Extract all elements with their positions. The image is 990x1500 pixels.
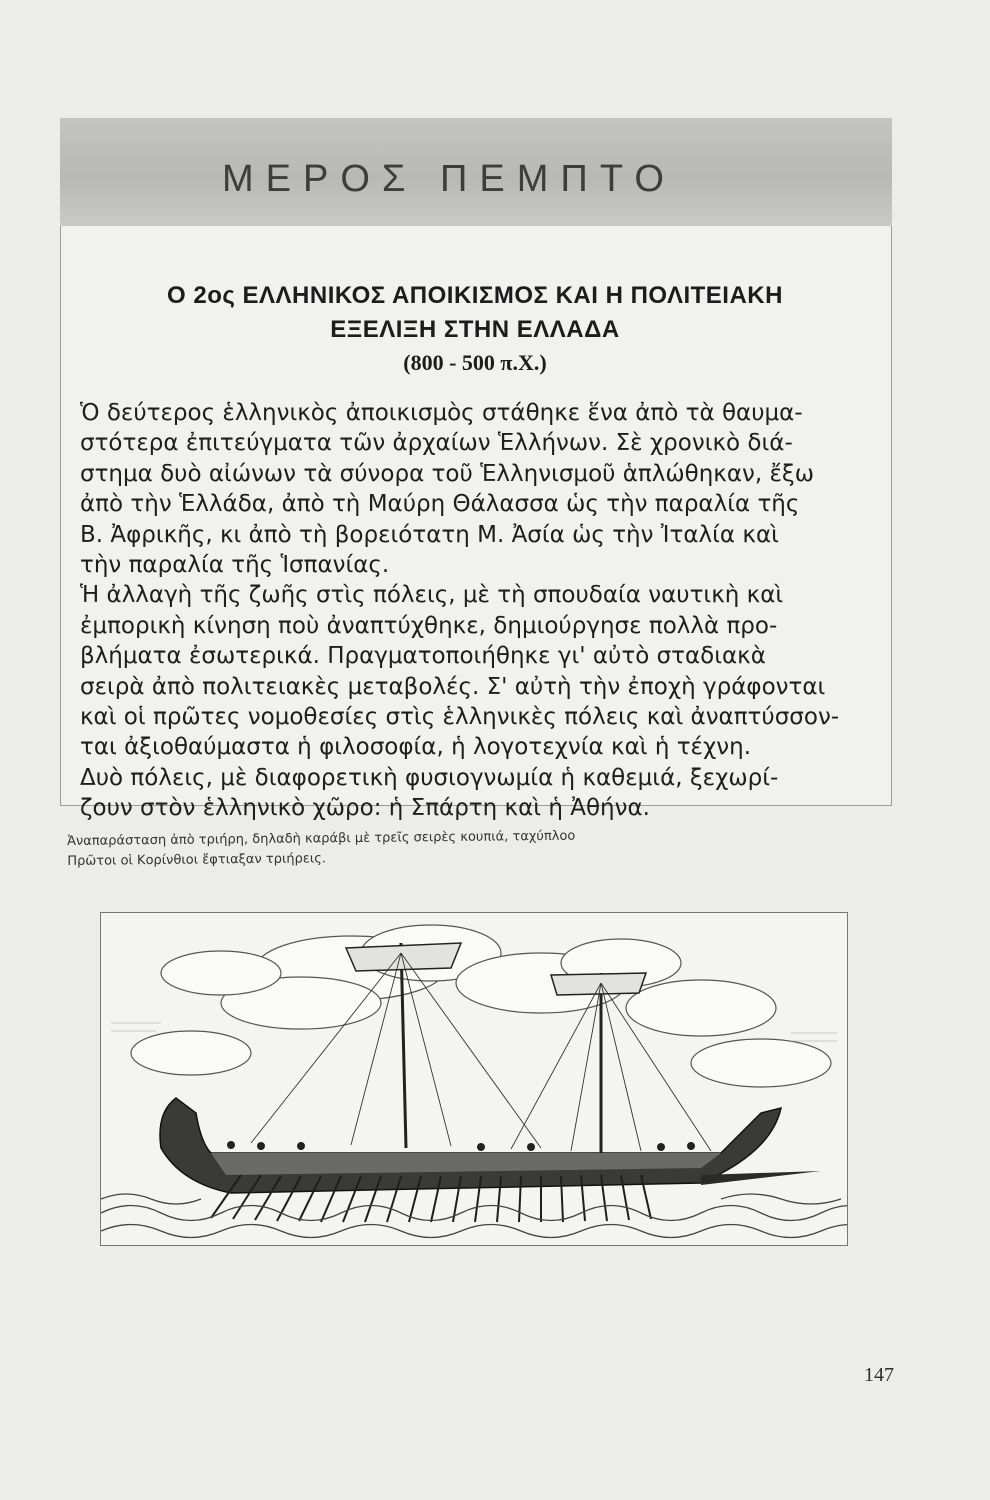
body-text (80, 398, 880, 824)
figure-caption (67, 824, 867, 872)
chapter-period: (800 - 500 π.Χ.) (403, 350, 547, 375)
body-line: βλήματα ἐσωτερικά. Πραγματοποιήθηκε γι' αὐτὸ σταδιακὰ (80, 643, 766, 670)
body-line: ζουν στὸν ἑλληνικὸ χῶρο: ἡ Σπάρτη καὶ ἡ Ἀθήνα. (80, 795, 650, 822)
caption-line: Πρῶτοι οἱ Κορίνθιοι ἔφτιαξαν τριήρεις. (67, 851, 327, 869)
body-line: Β. Ἀφρικῆς, κι ἀπὸ τὴ βορειότατη Μ. Ἀσία ὡς τὴν Ἰταλία καὶ (80, 521, 779, 548)
body-line: στημα δυὸ αἰώνων τὰ σύνορα τοῦ Ἑλληνισμοῦ ἁπλώθηκαν, ἔξω (80, 460, 814, 487)
body-line: ἐμπορικὴ κίνηση ποὺ ἀναπτύχθηκε, δημιούργησε πολλὰ προ- (80, 612, 778, 639)
chapter-title-line-2: ΕΞΕΛΙΞΗ ΣΤΗΝ ΕΛΛΑΔΑ (330, 316, 620, 343)
page-number: 147 (864, 1364, 894, 1386)
trireme-illustration (100, 912, 848, 1246)
body-line: σειρὰ ἀπὸ πολιτειακὲς μεταβολές. Σ' αὐτὴ τὴν ἐποχὴ γράφονται (80, 673, 826, 700)
body-line: ἀπὸ τὴν Ἑλλάδα, ἀπὸ τὴ Μαύρη Θάλασσα ὡς τὴν παραλία τῆς (80, 491, 800, 518)
crew (227, 1141, 695, 1151)
body-line: στότερα ἐπιτεύγματα τῶν ἀρχαίων Ἑλλήνων. Σὲ χρονικὸ διά- (80, 430, 793, 457)
body-line: Ἡ ἀλλαγὴ τῆς ζωῆς στὶς πόλεις, μὲ τὴ σπουδαία ναυτικὴ καὶ (80, 582, 784, 609)
body-line: ται ἀξιοθαύμαστα ἡ φιλοσοφία, ἡ λογοτεχνία καὶ ἡ τέχνη. (80, 734, 752, 761)
body-line: Δυὸ πόλεις, μὲ διαφορετικὴ φυσιογνωμία ἡ καθεμιά, ξεχωρί- (80, 764, 779, 791)
chapter-title-line-1: Ο 2ος ΕΛΛΗΝΙΚΟΣ ΑΠΟΙΚΙΣΜΟΣ ΚΑΙ Η ΠΟΛΙΤΕΙΑΚΗ (167, 282, 783, 309)
body-line: Ὁ δεύτερος ἑλληνικὸς ἀποικισμὸς στάθηκε ἕνα ἀπὸ τὰ θαυμα- (80, 400, 803, 426)
body-line: τὴν παραλία τῆς Ἱσπανίας. (80, 552, 390, 579)
part-title: ΜΕΡΟΣ ΠΕΜΠΤΟ (222, 158, 676, 200)
body-line: καὶ οἱ πρῶτες νομοθεσίες στὶς ἑλληνικὲς πόλεις καὶ ἀναπτύσσον- (80, 704, 840, 731)
trireme-drawing (101, 913, 847, 1245)
caption-line: Ἀναπαράσταση ἀπὸ τριήρη, δηλαδὴ καράβι μὲ τρεῖς σειρὲς κουπιά, ταχύπλοο (67, 828, 576, 849)
clouds (131, 925, 831, 1087)
